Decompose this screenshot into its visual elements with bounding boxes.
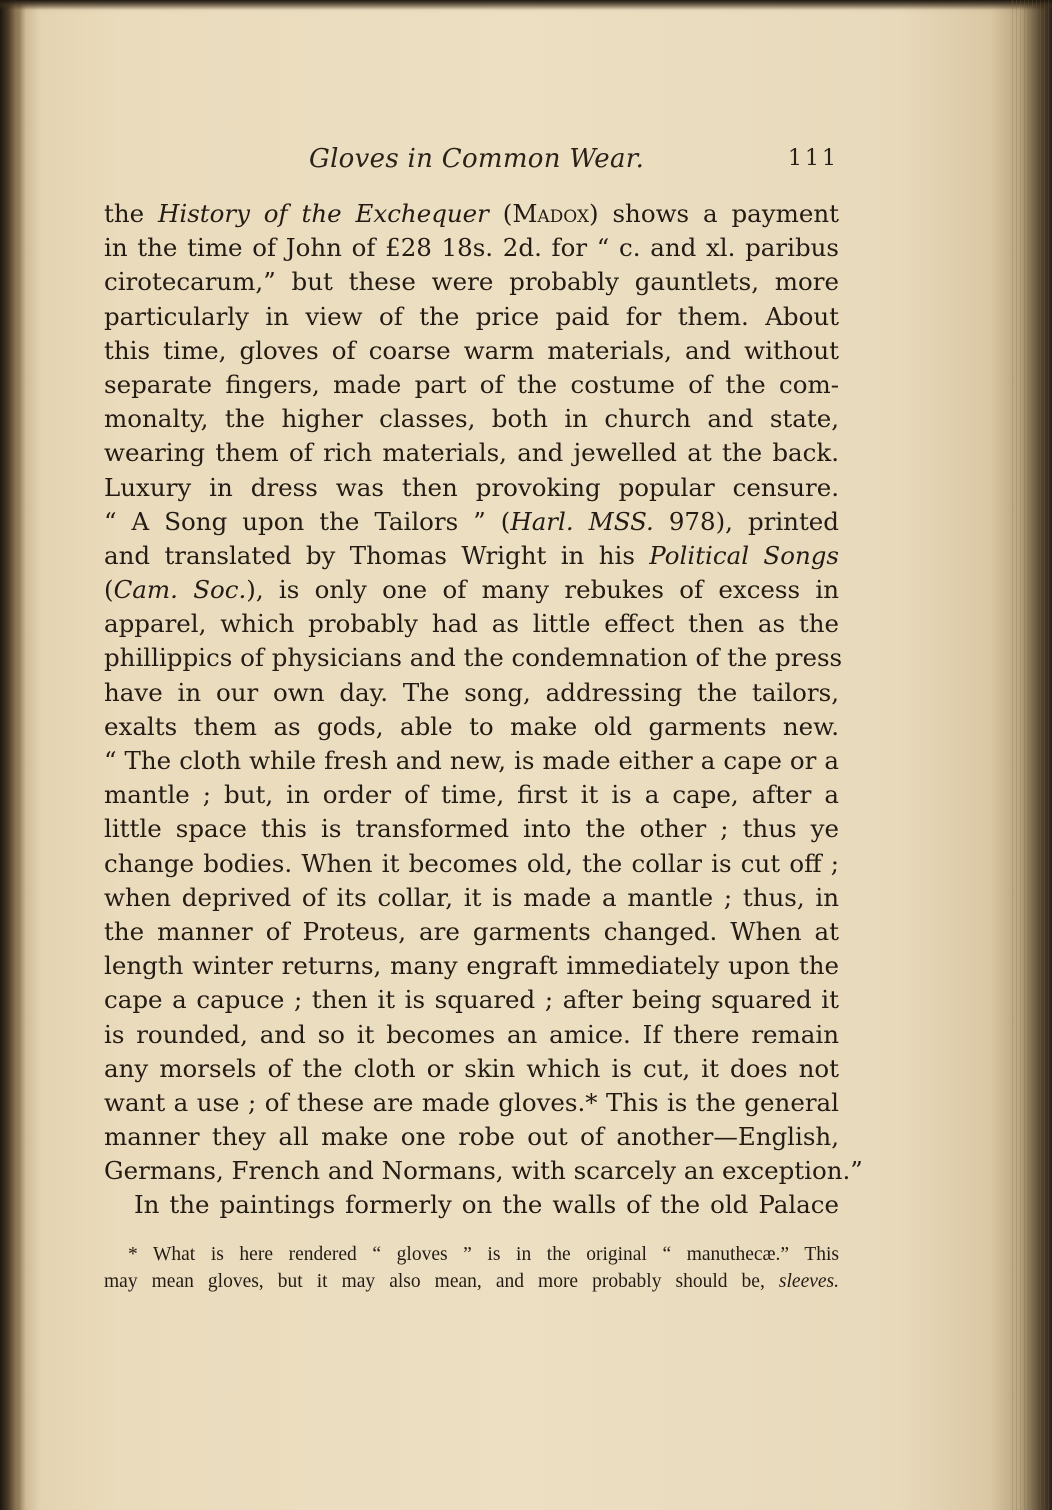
text-line: cape a capuce ; then it is squared ; after being squared it — [104, 985, 839, 1015]
text-line: the History of the Exchequer (Madox) shows a payment — [104, 199, 839, 228]
page-number: 111 — [788, 146, 839, 171]
text-line: when deprived of its collar, it is made a mantle ; thus, in — [104, 882, 839, 912]
text-line: length winter returns, many engraft immediately upon the — [104, 951, 839, 981]
text-line: and translated by Thomas Wright in his Political Songs — [104, 540, 839, 570]
text-line: change bodies. When it becomes old, the collar is cut off ; — [104, 848, 839, 878]
text-line: little space this is transformed into the other ; thus ye — [104, 814, 839, 844]
text-line: apparel, which probably had as little effect then as the — [104, 609, 839, 639]
text-line: mantle ; but, in order of time, first it is a cape, after a — [104, 780, 839, 810]
top-edge-shadow — [0, 0, 1052, 10]
running-title: Gloves in Common Wear. — [309, 144, 645, 174]
spine-shadow — [0, 0, 26, 1510]
footnote-line: may mean gloves, but it may also mean, and more probably should be, sleeves. — [104, 1271, 839, 1292]
text-line: separate fingers, made part of the costume of the com- — [104, 369, 839, 399]
text-line: in the time of John of £28 18s. 2d. for “ c. and xl. paribus — [104, 233, 839, 263]
text-line: manner they all make one robe out of another—English, — [104, 1122, 839, 1152]
text-line: Germans, French and Normans, with scarcely an exception.” — [104, 1156, 863, 1186]
footnote — [104, 1241, 839, 1295]
paragraph-start-line: In the paintings formerly on the walls of the old Palace — [134, 1190, 839, 1220]
footnote-line: * What is here rendered “ gloves ” is in the original “ manuthecæ.” This — [128, 1244, 839, 1265]
text-line: cirotecarum,” but these were probably gauntlets, more — [104, 267, 839, 297]
page-edges — [1012, 0, 1052, 1510]
text-line: particularly in view of the price paid for them. About — [104, 301, 839, 331]
running-head — [104, 140, 839, 180]
text-line: is rounded, and so it becomes an amice. If there remain — [104, 1019, 839, 1049]
text-line: “ The cloth while fresh and new, is made either a cape or a — [104, 746, 839, 775]
text-line: exalts them as gods, able to make old garments new. — [104, 711, 839, 741]
text-line: the manner of Proteus, are garments changed. When at — [104, 916, 839, 946]
text-line: have in our own day. The song, addressing the tailors, — [104, 677, 839, 707]
text-line: (Cam. Soc.), is only one of many rebukes of excess in — [104, 575, 839, 605]
text-line: want a use ; of these are made gloves.* This is the general — [104, 1087, 839, 1117]
text-line: Luxury in dress was then provoking popular censure. — [104, 472, 839, 502]
text-line: phillippics of physicians and the condemnation of the press — [104, 643, 843, 673]
text-line: any morsels of the cloth or skin which is cut, it does not — [104, 1053, 839, 1083]
text-line: this time, gloves of coarse warm materials, and without — [104, 335, 839, 365]
text-line: wearing them of rich materials, and jewelled at the back. — [104, 438, 839, 468]
text-line: monalty, the higher classes, both in church and state, — [104, 404, 839, 434]
text-line: “ A Song upon the Tailors ” (Harl. MSS. 978), printed — [104, 506, 839, 536]
body-text — [104, 197, 863, 1223]
